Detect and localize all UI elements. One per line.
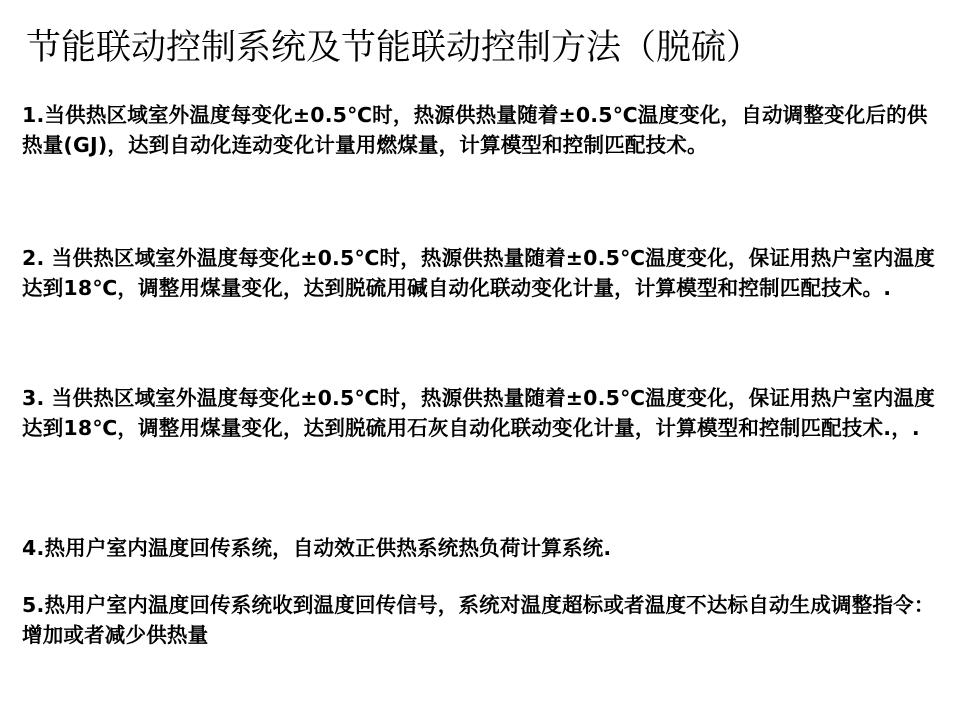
body-paragraph-2: 2. 当供热区域室外温度每变化±0.5℃时，热源供热量随着±0.5℃温度变化，保证用热户室内温度达到18℃，调整用煤量变化，达到脱硫用碱自动化联动变化计量，计算模型和控制匹配技术。. bbox=[22, 246, 935, 301]
body-paragraph-5: 5.热用户室内温度回传系统收到温度回传信号，系统对温度超标或者温度不达标自动生成调整指令：增加或者减少供热量 bbox=[22, 593, 935, 648]
page-title: 节能联动控制系统及节能联动控制方法（脱硫） bbox=[26, 28, 762, 68]
body-paragraph-1: 1.当供热区域室外温度每变化±0.5℃时，热源供热量随着±0.5℃温度变化，自动调整变化后的供热量(GJ)，达到自动化连动变化计量用燃煤量，计算模型和控制匹配技术。 bbox=[22, 103, 928, 158]
body-paragraph-3: 3. 当供热区域室外温度每变化±0.5℃时，热源供热量随着±0.5℃温度变化，保证用热户室内温度达到18℃，调整用煤量变化，达到脱硫用石灰自动化联动变化计量，计算模型和控制匹配技术.，. bbox=[22, 386, 935, 441]
body-paragraph-4: 4.热用户室内温度回传系统，自动效正供热系统热负荷计算系统. bbox=[22, 536, 612, 560]
